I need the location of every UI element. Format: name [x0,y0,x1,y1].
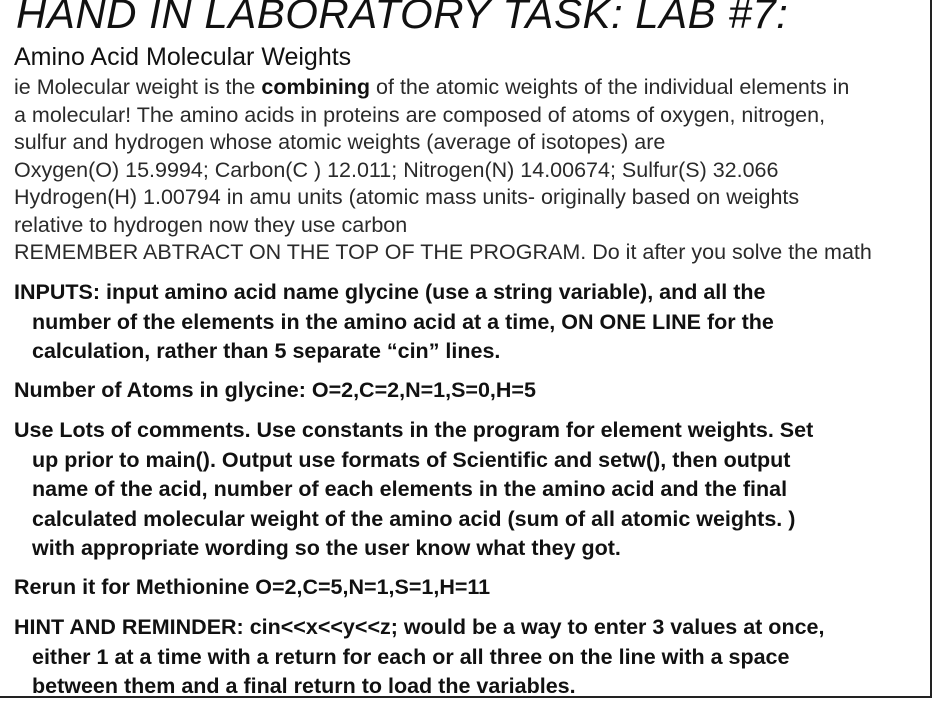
page-subtitle: Amino Acid Molecular Weights [14,43,352,71]
intro-line-2: a molecular! The amino acids in proteins are composed of atoms of oxygen, nitrogen, [14,102,826,127]
page-title: HAND IN LABORATORY TASK: LAB #7: [16,0,789,37]
intro-line-1-bold: combining [261,75,371,99]
intro-line-1-end: of the atomic weights of the individual elements in [370,75,850,99]
intro-line-1-start: ie Molecular weight is the [14,75,262,99]
intro-line-5: Hydrogen(H) 1.00794 in amu units (atomic mass units- originally based on weights [14,185,800,209]
comments-line-3: name of the acid, number of each elements in the amino acid and the final [32,477,788,501]
hint-line-3: between them and a final return to load the variables. [32,674,576,698]
rerun-paragraph [14,573,926,603]
inputs-line-3: calculation, rather than 5 separate “cin” lines. [32,339,501,363]
rerun-line-1: Rerun it for Methionine O=2,C=5,N=1,S=1,H=11 [14,575,491,599]
atoms-line-1: Number of Atoms in glycine: O=2,C=2,N=1,S=0,H=5 [14,378,536,402]
hint-line-2: either 1 at a time with a return for each or all three on the line with a space [32,644,790,669]
comments-line-2: up prior to main(). Output use formats of Scientific and setw(), then output [32,447,791,472]
comments-line-1: Use Lots of comments. Use constants in the program for element weights. Set [14,418,814,442]
intro-line-7: REMEMBER ABTRACT ON THE TOP OF THE PROGRAM. Do it after you solve the math [14,240,872,264]
inputs-paragraph [14,278,926,367]
hint-paragraph [14,613,926,698]
comments-paragraph [14,416,926,564]
intro-paragraph [14,74,926,267]
intro-line-1 [14,74,926,102]
intro-line-6: relative to hydrogen now they use carbon [14,212,408,237]
inputs-line-1: INPUTS: input amino acid name glycine (use a string variable), and all the [14,280,766,304]
intro-line-3: sulfur and hydrogen whose atomic weights (average of isotopes) are [14,130,666,154]
inputs-line-2: number of the elements in the amino acid at a time, ON ONE LINE for the [32,309,774,334]
atoms-paragraph [14,376,926,406]
intro-line-4: Oxygen(O) 15.9994; Carbon(C ) 12.011; Nitrogen(N) 14.00674; Sulfur(S) 32.066 [14,157,779,182]
hint-line-1: HINT AND REMINDER: cin<<x<<y<<z; would be a way to enter 3 values at once, [14,615,825,639]
comments-line-5: with appropriate wording so the user know what they got. [32,536,621,560]
comments-line-4: calculated molecular weight of the amino acid (sum of all atomic weights. ) [32,506,796,531]
